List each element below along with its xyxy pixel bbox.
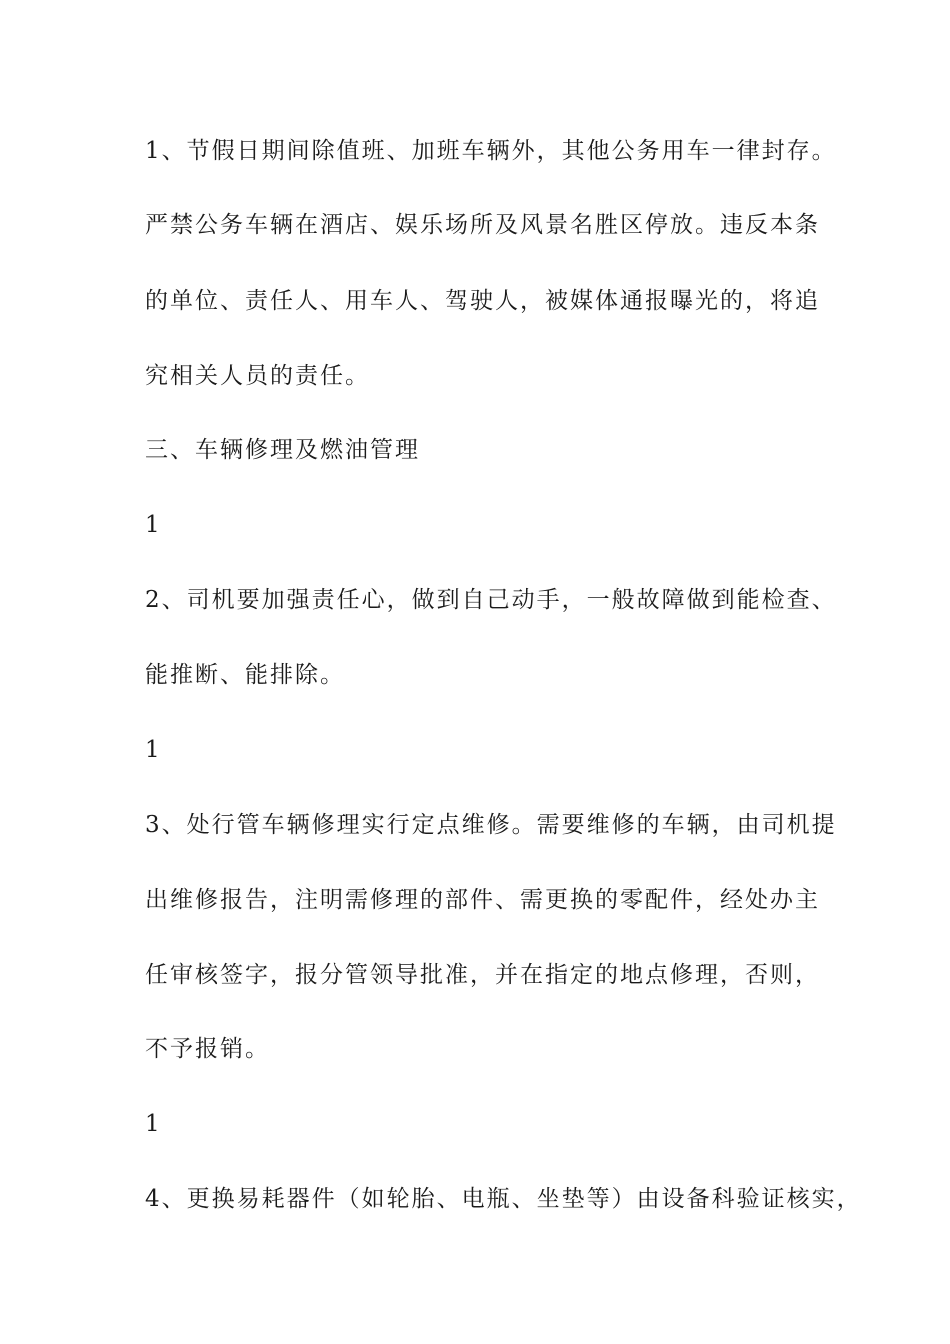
paragraph-line: 3、处行管车辆修理实行定点维修。需要维修的车辆，由司机提: [145, 812, 837, 838]
paragraph-line: 1、节假日期间除值班、加班车辆外，其他公务用车一律封存。: [145, 138, 837, 164]
paragraph-line: 4、更换易耗器件（如轮胎、电瓶、坐垫等）由设备科验证核实，: [145, 1186, 862, 1212]
paragraph-line: 的单位、责任人、用车人、驾驶人，被媒体通报曝光的，将追: [145, 288, 820, 314]
paragraph-line: 究相关人员的责任。: [145, 363, 370, 389]
paragraph-line: 能推断、能排除。: [145, 662, 345, 688]
paragraph-line: 2、司机要加强责任心，做到自己动手，一般故障做到能检查、: [145, 587, 837, 613]
paragraph-line: 严禁公务车辆在酒店、娱乐场所及风景名胜区停放。违反本条: [145, 212, 820, 238]
paragraph-line: 出维修报告，注明需修理的部件、需更换的零配件，经处办主: [145, 887, 820, 913]
paragraph-line: 不予报销。: [145, 1036, 270, 1062]
list-marker: 1: [145, 512, 162, 538]
paragraph-line: 任审核签字，报分管领导批准，并在指定的地点修理，否则，: [145, 962, 820, 988]
section-heading: 三、车辆修理及燃油管理: [145, 437, 420, 463]
list-marker: 1: [145, 1111, 162, 1137]
list-marker: 1: [145, 737, 162, 763]
